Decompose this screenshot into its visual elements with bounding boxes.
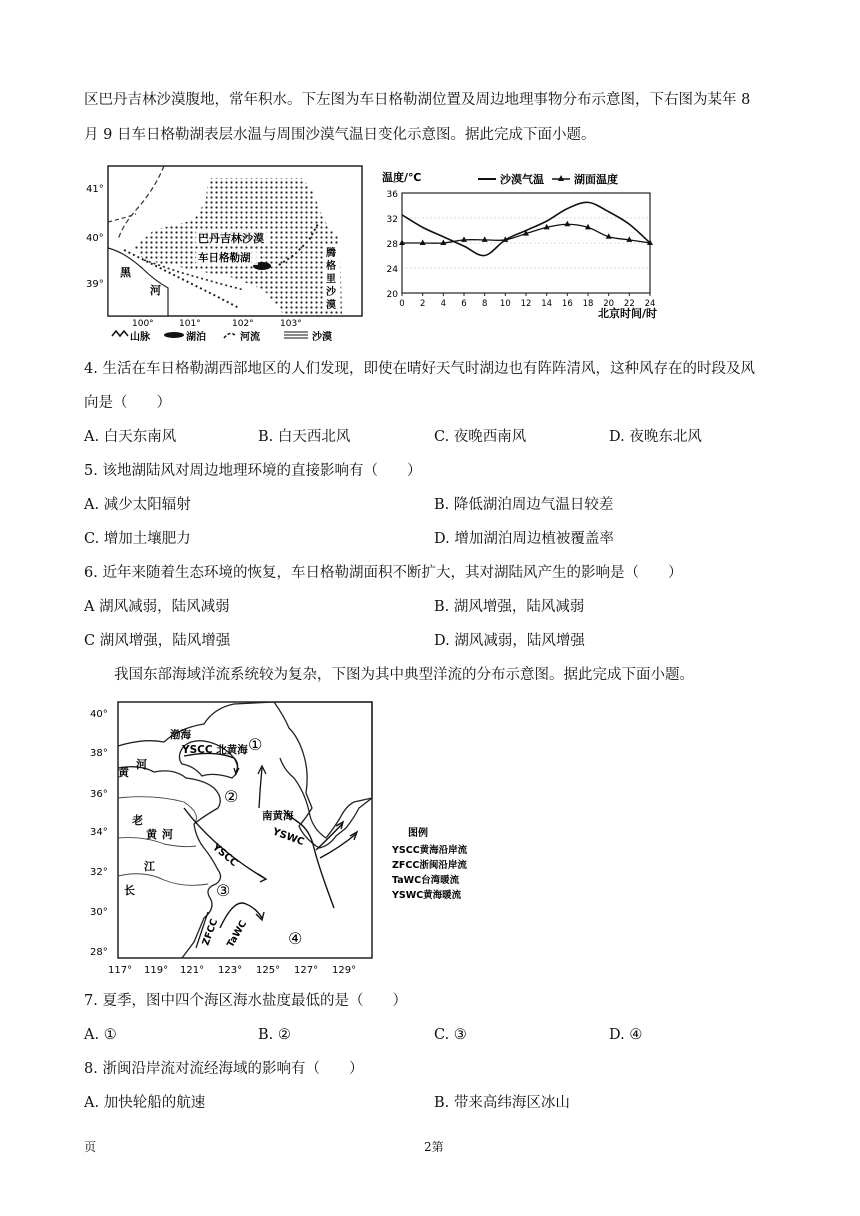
old-yellow-char-3: 河 (162, 828, 173, 841)
legend-zfcc: ZFCC浙闽沿岸流 (392, 860, 467, 871)
q7-stem: 7. 夏季，图中四个海区海水盐度最低的是（ ） (84, 993, 407, 1009)
lon-label-100: 100° (132, 319, 154, 329)
y-tick-label: 32 (386, 215, 398, 225)
q8-option-a[interactable]: A. 加快轮船的航速 (84, 1095, 206, 1111)
lon-119: 119° (144, 965, 169, 976)
x-tick-label: 14 (541, 299, 553, 309)
q5-option-a[interactable]: A. 减少太阳辐射 (84, 497, 191, 513)
y-tick-label: 28 (386, 240, 398, 250)
legend-desert: 沙漠 (312, 332, 332, 343)
lon-117: 117° (108, 965, 133, 976)
lake-temp-marker (482, 236, 488, 242)
q4-option-d[interactable]: D. 夜晚东北风 (609, 429, 702, 445)
x-tick-label: 16 (561, 299, 573, 309)
tengger-char-1: 腾 (326, 248, 336, 259)
river-label-hei: 黑 (120, 266, 131, 279)
south-yellow-label: 南黄海 (262, 810, 294, 822)
q6-option-d[interactable]: D. 湖风减弱，陆风增强 (434, 633, 585, 649)
q7-option-a[interactable]: A. ① (84, 1027, 117, 1043)
chart-ylabel: 温度/℃ (382, 171, 422, 184)
q6-stem: 6. 近年来随着生态环境的恢复，车日格勒湖面积不断扩大，其对湖陆风产生的影响是（ ） (84, 565, 683, 581)
x-tick-label: 24 (644, 299, 656, 309)
q6-option-b[interactable]: B. 湖风增强，陆风减弱 (434, 599, 585, 615)
legend-yswc: YSWC黄海暖流 (392, 890, 462, 901)
legend-title: 图例 (408, 828, 428, 839)
lat-label-41: 41° (86, 184, 104, 195)
legend-lake: 湖泊 (186, 332, 206, 343)
x-tick-label: 10 (499, 299, 511, 309)
tengger-char-4: 沙 (326, 287, 336, 298)
zfcc-label: ZFCC (200, 917, 221, 948)
sea-area-1: ① (248, 735, 263, 754)
lat-32: 32° (90, 867, 108, 878)
x-tick-label: 2 (419, 299, 426, 309)
yscc-label: YSCC (210, 841, 240, 870)
sea-area-3: ③ (216, 881, 231, 900)
sea-area-4: ④ (288, 929, 303, 948)
lat-label-39: 39° (86, 279, 104, 290)
legend-desert-temp: 沙漠气温 (500, 173, 544, 186)
lon-129: 129° (332, 965, 357, 976)
x-tick-label: 20 (603, 299, 615, 309)
lon-121: 121° (180, 965, 205, 976)
q5-option-d[interactable]: D. 增加湖泊周边植被覆盖率 (434, 531, 614, 547)
yswc-label: YSWC (270, 826, 306, 849)
chart-xlabel: 北京时间/时 (598, 307, 658, 320)
q5-option-c[interactable]: C. 增加土壤肥力 (84, 531, 191, 547)
old-yellow-char-2: 黄 (146, 828, 157, 841)
x-tick-label: 8 (481, 299, 488, 309)
x-tick-label: 6 (461, 299, 467, 309)
tengger-char-5: 漠 (326, 300, 336, 311)
lat-30: 30° (90, 907, 108, 918)
q7-option-b[interactable]: B. ② (258, 1027, 291, 1043)
q7-option-c[interactable]: C. ③ (434, 1027, 467, 1043)
q4-option-a[interactable]: A. 白天东南风 (84, 429, 177, 445)
lake-temp-marker (420, 240, 426, 246)
lat-28: 28° (90, 947, 108, 958)
q6-option-a[interactable]: A 湖风减弱，陆风减弱 (84, 599, 230, 615)
sea-area-2: ② (224, 787, 239, 806)
location-map (84, 160, 364, 345)
changjiang-char-1: 江 (144, 860, 155, 873)
mountain-legend-icon (112, 331, 128, 336)
intro-line-1: 区巴丹吉林沙漠腹地，常年积水。下左图为车日格勒湖位置及周边地理事物分布示意图，下右图为某年 8 (84, 92, 751, 108)
q5-stem: 5. 该地湖陆风对周边地理环境的直接影响有（ ） (84, 463, 422, 479)
intro2-line: 我国东部海域洋流系统较为复杂，下图为其中典型洋流的分布示意图。据此完成下面小题。 (114, 667, 694, 683)
lat-40: 40° (90, 709, 108, 720)
q4-option-b[interactable]: B. 白天西北风 (258, 429, 351, 445)
chart-legend (478, 172, 618, 186)
legend-yscc: YSCC黄海沿岸流 (392, 845, 468, 856)
tawc-label: TaWC (225, 918, 250, 950)
legend-mountain: 山脉 (130, 332, 150, 343)
lon-123: 123° (218, 965, 243, 976)
changjiang-char-2: 长 (124, 884, 135, 897)
lon-127: 127° (294, 965, 319, 976)
x-tick-label: 22 (623, 299, 635, 309)
y-tick-label: 20 (386, 290, 398, 300)
legend-marker-lake (558, 175, 564, 181)
intro-line-2: 月 9 日车日格勒湖表层水温与周围沙漠气温日变化示意图。据此完成下面小题。 (84, 127, 596, 143)
lat-38: 38° (90, 748, 108, 759)
q8-option-b[interactable]: B. 带来高纬海区冰山 (434, 1095, 570, 1111)
series-desert-air-temp (402, 202, 650, 255)
lat-label-40: 40° (86, 233, 104, 244)
old-yellow-char-1: 老 (132, 814, 143, 827)
lake-label: 车日格勒湖 (198, 252, 251, 264)
x-tick-label: 12 (520, 299, 532, 309)
lon-125: 125° (256, 965, 281, 976)
yscc-north-label: YSCC 北黄海 (182, 744, 248, 756)
y-tick-label: 24 (386, 265, 398, 275)
x-tick-label: 18 (582, 299, 594, 309)
legend-tawc: TaWC台湾暖流 (392, 875, 460, 886)
x-tick-label: 0 (399, 299, 405, 309)
q6-option-c[interactable]: C 湖风增强，陆风增强 (84, 633, 231, 649)
ocean-current-map (84, 698, 504, 980)
yellow-river-char-2: 黄 (118, 766, 129, 779)
desert-label: 巴丹吉林沙漠 (198, 232, 264, 245)
lake-temp-marker (399, 240, 405, 246)
footer-left: 页 (84, 1140, 97, 1154)
tengger-char-3: 里 (326, 274, 336, 285)
lat-34: 34° (90, 827, 108, 838)
yellow-river-char-1: 河 (136, 758, 147, 771)
y-tick-label: 36 (386, 190, 398, 200)
legend-lake-temp: 湖面温度 (574, 173, 618, 186)
lon-label-101: 101° (179, 319, 201, 329)
lon-label-102: 102° (232, 319, 254, 329)
legend-river: 河流 (240, 332, 260, 343)
footer-page-number: 2第 (424, 1140, 444, 1154)
river-label-he: 河 (150, 284, 161, 297)
river-legend-icon (224, 333, 236, 338)
lake-temp-marker (564, 221, 570, 227)
q4-stem-1: 4. 生活在车日格勒湖西部地区的人们发现，即使在晴好天气时湖边也有阵阵清风，这种风存在的时段及风 (84, 361, 755, 377)
desert-legend-icon (284, 332, 308, 338)
lake-legend-icon (164, 332, 184, 338)
lat-36: 36° (90, 789, 108, 800)
temperature-chart (380, 165, 680, 325)
tengger-char-2: 格 (326, 261, 336, 272)
q4-option-c[interactable]: C. 夜晚西南风 (434, 429, 527, 445)
x-tick-label: 4 (440, 299, 447, 309)
q5-option-b[interactable]: B. 降低湖泊周边气温日较差 (434, 497, 614, 513)
q8-stem: 8. 浙闽沿岸流对流经海域的影响有（ ） (84, 1061, 364, 1077)
bohai-label: 渤海 (170, 729, 191, 741)
lon-label-103: 103° (280, 319, 302, 329)
q4-stem-2: 向是（ ） (84, 395, 171, 411)
q7-option-d[interactable]: D. ④ (609, 1027, 643, 1043)
